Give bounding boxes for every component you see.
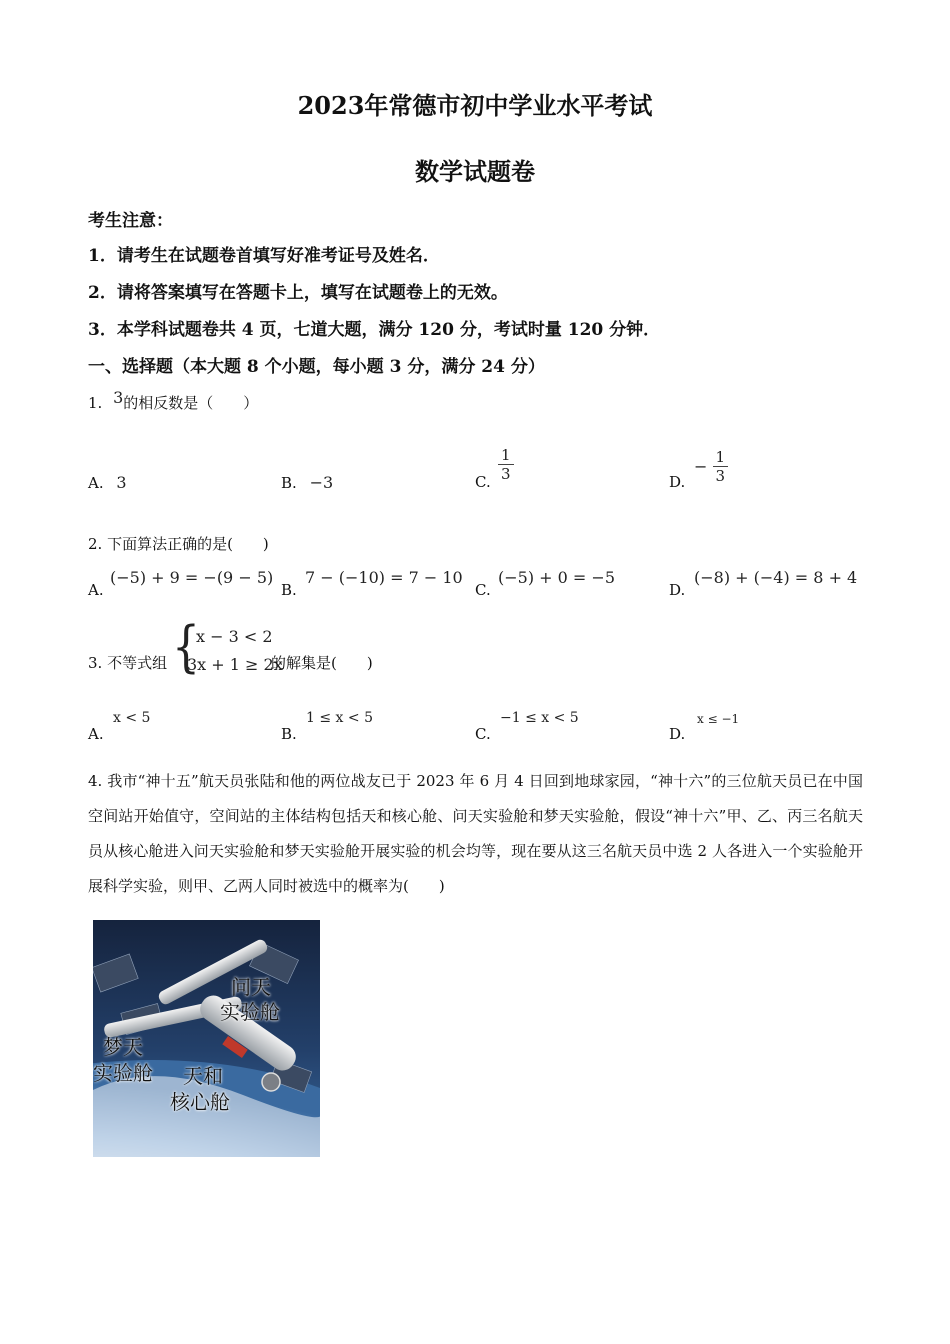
- label-tianhe-line2: 核心舱: [170, 1090, 230, 1114]
- q1-option-d-label: D.: [669, 473, 686, 491]
- exam-title: 2023年常德市初中学业水平考试: [297, 91, 653, 120]
- notice-heading: 考生注意：: [88, 211, 173, 231]
- notice-item-1: 1．请考生在试题卷首填写好准考证号及姓名．: [88, 246, 440, 266]
- minus-sign: −: [694, 457, 708, 476]
- q3-option-b-label: B.: [281, 725, 297, 743]
- question-1-number: 1.: [88, 394, 103, 412]
- question-1-value: 3: [113, 388, 124, 407]
- label-tianhe-line1: 天和: [183, 1064, 223, 1088]
- q2-option-d[interactable]: (−8) + (−4) = 8 + 4: [694, 568, 858, 587]
- space-station-figure: [93, 920, 320, 1157]
- inequality-1: x − 3 < 2: [196, 627, 273, 646]
- q2-option-c-label: C.: [475, 581, 491, 599]
- question-3-prefix: 3. 不等式组: [88, 654, 168, 672]
- question-2-stem: 2. 下面算法正确的是( ): [88, 535, 269, 553]
- q3-option-a[interactable]: x < 5: [113, 710, 151, 726]
- q1-option-b[interactable]: B. −3: [281, 473, 334, 492]
- system-brace: {: [172, 615, 200, 680]
- label-wentian-line1: 问天: [231, 975, 271, 999]
- q3-option-d[interactable]: x ≤ −1: [697, 712, 740, 726]
- question-4-stem: 4. 我市“神十五”航天员张陆和他的两位战友已于 2023 年 6 月 4 日回到地球家园，“神十六”的三位航天员已在中国空间站开始值守，空间站的主体结构包括天和核心舱、问天实验舱和梦天实验舱，假设“神十六”甲、乙、丙三名航天员从核心舱进入问天实验舱和梦天实验舱开展实验的机会均等，现在要从这三名航天员中选 2 人各进入一个实验舱开展科学实验，则甲、乙两人同时被选中的概率为( ): [88, 772, 863, 895]
- exam-subtitle: 数学试题卷: [415, 157, 535, 186]
- label-mengtian-line1: 梦天: [103, 1035, 143, 1059]
- fraction: $\frac{1}{3}$: [713, 448, 729, 485]
- q1-option-d[interactable]: [694, 448, 728, 485]
- q3-option-c[interactable]: −1 ≤ x < 5: [500, 710, 579, 726]
- q1-option-c[interactable]: [498, 446, 514, 483]
- question-1-text: 的相反数是（ ）: [123, 394, 259, 412]
- q2-option-a-label: A.: [88, 581, 104, 599]
- q3-option-b[interactable]: 1 ≤ x < 5: [306, 710, 373, 726]
- q1-option-c-label: C.: [475, 473, 491, 491]
- label-wentian-line2: 实验舱: [220, 1000, 280, 1024]
- q2-option-b[interactable]: 7 − (−10) = 7 − 10: [305, 568, 463, 587]
- fraction: $\frac{1}{3}$: [498, 446, 514, 483]
- q1-option-a[interactable]: A. 3: [88, 473, 127, 492]
- inequality-2: 3x + 1 ≥ 2x: [187, 655, 283, 674]
- question-1-stem: [88, 388, 259, 413]
- docking-port: [262, 1073, 280, 1091]
- q2-option-d-label: D.: [669, 581, 686, 599]
- notice-item-3: 3．本学科试题卷共 4 页，七道大题，满分 120 分，考试时量 120 分钟．: [88, 320, 661, 340]
- q2-option-b-label: B.: [281, 581, 297, 599]
- section-1-heading: 一、选择题（本大题 8 个小题，每小题 3 分，满分 24 分）: [88, 357, 545, 377]
- label-mengtian-line2: 实验舱: [93, 1061, 153, 1085]
- notice-item-2: 2．请将答案填写在答题卡上，填写在试题卷上的无效。: [88, 283, 508, 303]
- q2-option-a[interactable]: (−5) + 9 = −(9 − 5): [110, 568, 274, 587]
- q2-option-c[interactable]: (−5) + 0 = −5: [498, 568, 615, 587]
- q3-option-c-label: C.: [475, 725, 491, 743]
- question-3-suffix: 的解集是( ): [271, 654, 373, 672]
- q3-option-d-label: D.: [669, 725, 686, 743]
- q3-option-a-label: A.: [88, 725, 104, 743]
